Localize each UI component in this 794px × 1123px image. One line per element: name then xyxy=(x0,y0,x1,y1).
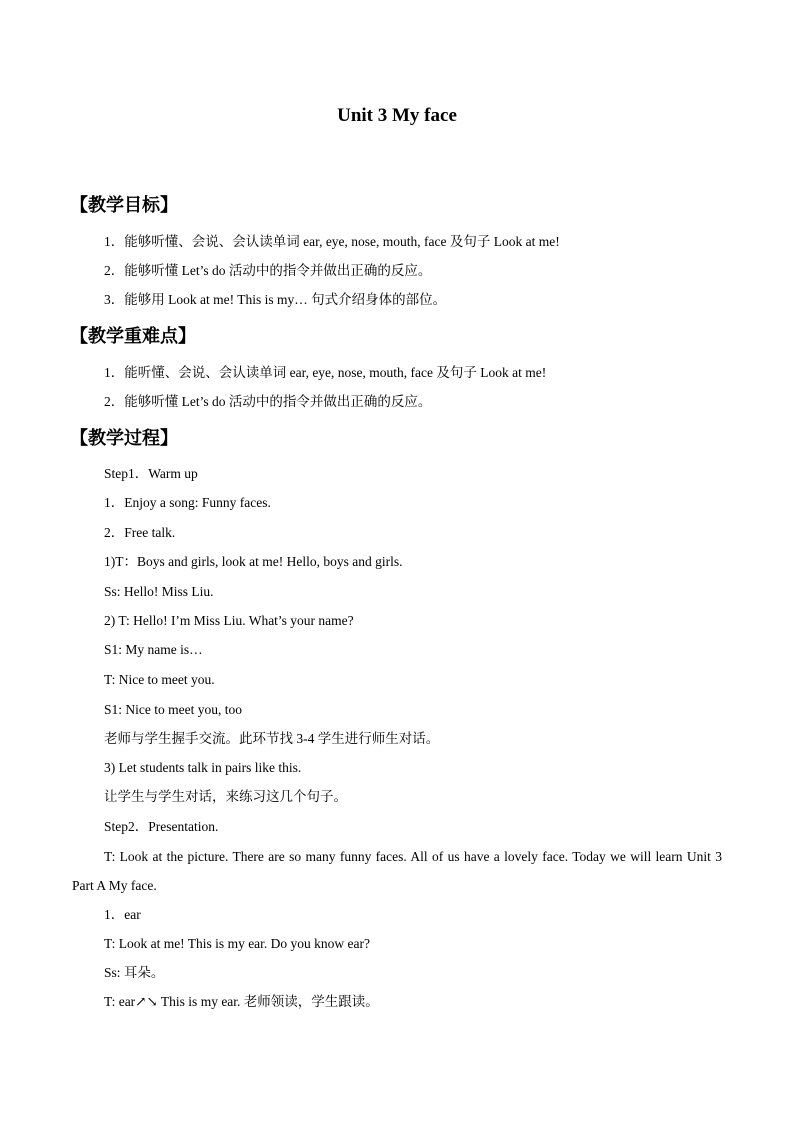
key-point-item: 1．能听懂、会说、会认读单词 ear, eye, nose, mouth, face 及句子 Look at me! xyxy=(104,365,547,380)
process-line: Step1．Warm up xyxy=(104,466,198,481)
objective-item: 1．能够听懂、会说、会认读单词 ear, eye, nose, mouth, face 及句子 Look at me! xyxy=(104,234,560,249)
objective-item: 3．能够用 Look at me! This is my… 句式介绍身体的部位。 xyxy=(104,292,447,307)
key-points-heading: 【教学重难点】 xyxy=(70,326,196,347)
process-line: 3) Let students talk in pairs like this. xyxy=(104,760,302,775)
process-line: T: ear↗↘ This is my ear. 老师领读，学生跟读。 xyxy=(104,994,379,1009)
process-line: S1: Nice to meet you, too xyxy=(104,702,242,717)
process-line: 2) T: Hello! I’m Miss Liu. What’s your name? xyxy=(104,613,354,628)
process-line: 2．Free talk. xyxy=(104,525,176,540)
process-line: T: Nice to meet you. xyxy=(104,672,215,687)
process-line: 1．ear xyxy=(104,907,141,922)
process-line: 1)T：Boys and girls, look at me! Hello, boys and girls. xyxy=(104,554,403,569)
key-point-item: 2．能够听懂 Let’s do 活动中的指令并做出正确的反应。 xyxy=(104,394,432,409)
process-line: S1: My name is… xyxy=(104,642,203,657)
process-line: Step2．Presentation. xyxy=(104,819,219,834)
process-line: 1．Enjoy a song: Funny faces. xyxy=(104,495,271,510)
process-line: 老师与学生握手交流。此环节找 3-4 学生进行师生对话。 xyxy=(104,731,440,746)
objective-item: 2．能够听懂 Let’s do 活动中的指令并做出正确的反应。 xyxy=(104,263,432,278)
objectives-heading: 【教学目标】 xyxy=(70,195,178,216)
process-line: T: Look at me! This is my ear. Do you know ear? xyxy=(104,936,371,951)
process-line: Ss: 耳朵。 xyxy=(104,965,165,980)
process-heading: 【教学过程】 xyxy=(70,428,178,449)
process-line: 让学生与学生对话，来练习这几个句子。 xyxy=(104,789,347,804)
document-title: Unit 3 My face xyxy=(337,105,457,126)
process-paragraph: T: Look at the picture. There are so many funny faces. All of us have a lovely face. Today we will learn Unit 3 Part A My face. xyxy=(72,849,722,893)
process-line: Ss: Hello! Miss Liu. xyxy=(104,584,214,599)
